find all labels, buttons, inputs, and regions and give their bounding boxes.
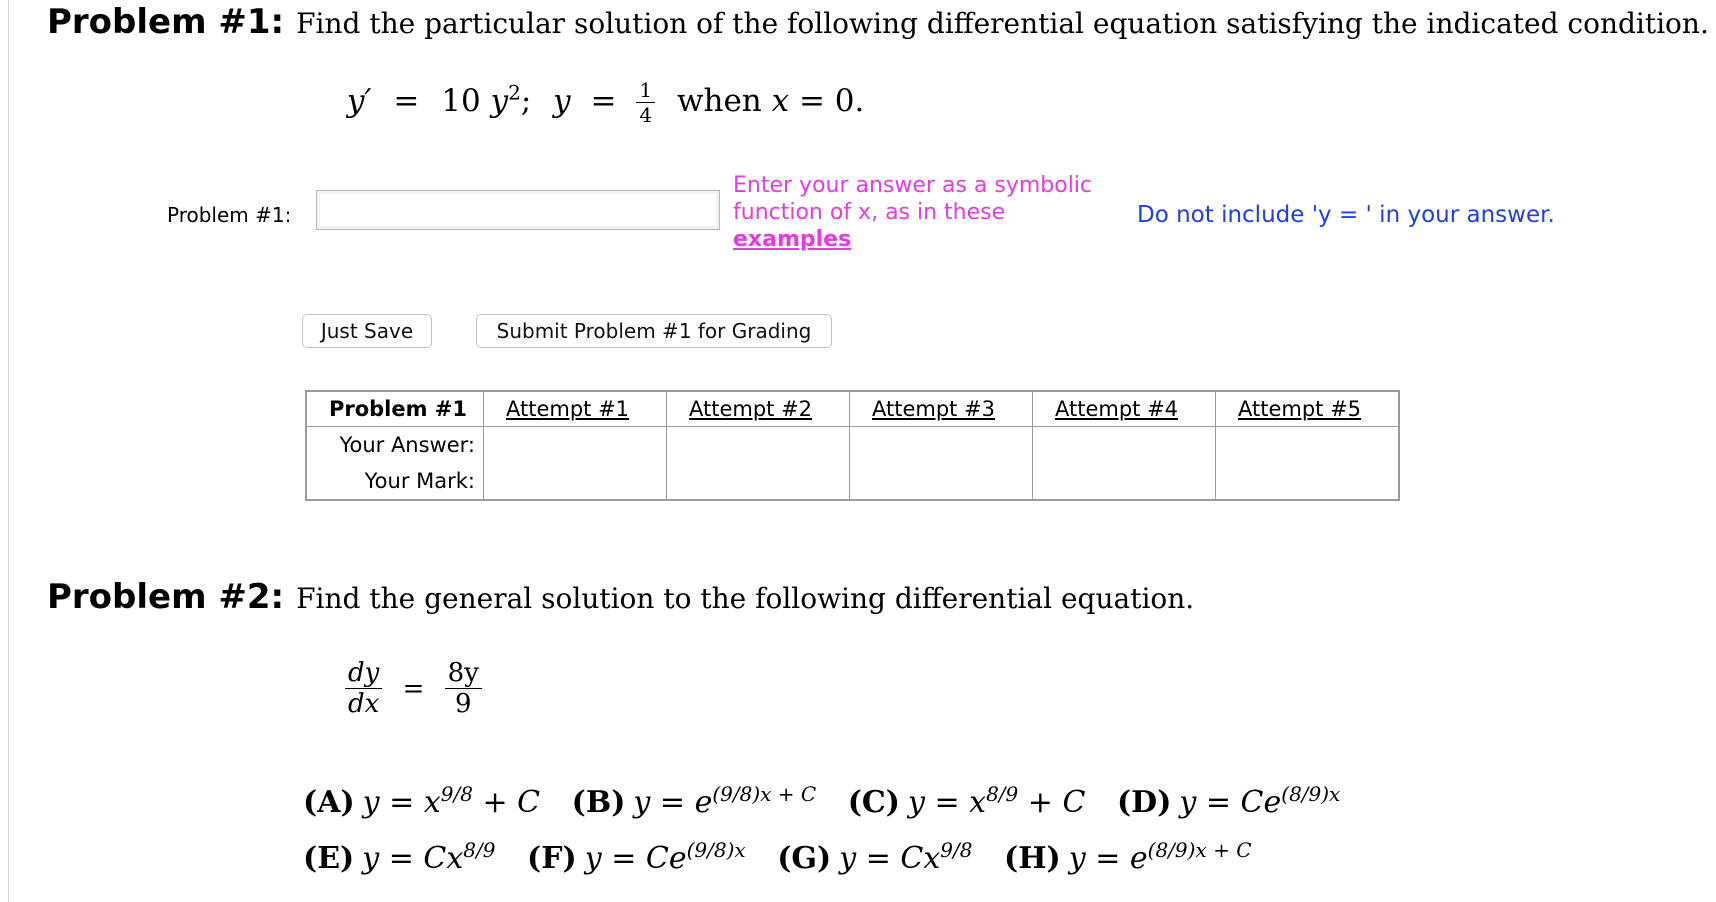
choice-label: (A) xyxy=(303,785,355,820)
frac-num: 8y xyxy=(445,660,482,689)
problem2-equation xyxy=(345,660,482,717)
choice-exponent: (9/8)x xyxy=(686,838,746,862)
page-left-border xyxy=(8,0,9,902)
frac-num: dy xyxy=(345,660,382,689)
submit-button[interactable]: Submit Problem #1 for Grading xyxy=(476,314,832,348)
cond-eq: = xyxy=(590,83,617,119)
choice-label: (D) xyxy=(1116,785,1172,820)
choices-line-2 xyxy=(303,838,1274,876)
problem1-equation xyxy=(347,80,864,125)
attempt-4-link[interactable]: Attempt #4 xyxy=(1055,397,1179,421)
answer-input[interactable] xyxy=(316,190,720,230)
dy-dx-fraction xyxy=(345,660,382,717)
table-row xyxy=(306,463,1399,500)
choice-expr: y = e xyxy=(1068,841,1148,876)
cond-when: when xyxy=(676,83,762,119)
choice-expr: y = x xyxy=(908,785,987,820)
attempt-1-header xyxy=(484,391,667,427)
frac-den: dx xyxy=(348,689,380,719)
examples-link[interactable]: examples xyxy=(733,227,852,252)
choice-g xyxy=(777,838,973,876)
cond-rest: = 0. xyxy=(789,83,865,119)
eq-lhs: y′ xyxy=(347,83,372,119)
choice-e xyxy=(303,838,496,876)
problem1-number: Problem #1: xyxy=(47,2,285,42)
eq-sign: = xyxy=(402,673,425,704)
frac-den: 4 xyxy=(639,103,653,127)
choice-label: (G) xyxy=(777,841,832,876)
mark-cell xyxy=(850,463,1033,500)
answer-hint xyxy=(733,172,1113,253)
choice-exponent: (9/8)x + C xyxy=(712,782,817,806)
mark-cell xyxy=(1033,463,1216,500)
mark-cell xyxy=(484,463,667,500)
choice-exponent: 8/9 xyxy=(986,782,1019,806)
eq-var: y xyxy=(490,83,509,119)
attempts-table xyxy=(305,390,1400,501)
cond-var: y xyxy=(553,83,571,119)
choice-a xyxy=(303,782,541,820)
choice-tail: + C xyxy=(472,785,541,820)
answer-cell xyxy=(1033,427,1216,464)
choice-expr: y = Cx xyxy=(839,841,941,876)
choice-exponent: 8/9 xyxy=(463,838,496,862)
eq-exp: 2 xyxy=(508,80,521,105)
choice-expr: y = e xyxy=(633,785,713,820)
problem2-statement: Find the general solution to the following differential equation. xyxy=(296,582,1195,615)
eq-semicolon: ; xyxy=(520,83,532,119)
choice-label: (E) xyxy=(303,841,355,876)
hint-text: Enter your answer as a symbolic function of x, as in these xyxy=(733,173,1093,225)
your-answer-label: Your Answer: xyxy=(306,427,484,464)
choices-line-1 xyxy=(303,782,1362,820)
choice-expr: y = x xyxy=(362,785,441,820)
problem2-number: Problem #2: xyxy=(47,577,285,617)
frac-num: 1 xyxy=(636,80,655,103)
attempt-3-link[interactable]: Attempt #3 xyxy=(872,397,996,421)
answer-label: Problem #1: xyxy=(167,203,292,227)
choice-label: (C) xyxy=(847,785,900,820)
choice-exponent: (8/9)x xyxy=(1281,782,1341,806)
table-corner: Problem #1 xyxy=(306,391,484,427)
choice-exponent: 9/8 xyxy=(440,782,473,806)
answer-cell xyxy=(850,427,1033,464)
choice-f xyxy=(527,838,746,876)
choice-expr: y = Ce xyxy=(584,841,687,876)
choice-expr: y = Ce xyxy=(1179,785,1282,820)
your-mark-label: Your Mark: xyxy=(306,463,484,500)
eq-coef: 10 xyxy=(441,83,481,119)
choice-b xyxy=(571,782,817,820)
table-row xyxy=(306,427,1399,464)
choice-c xyxy=(847,782,1086,820)
attempt-5-header xyxy=(1216,391,1400,427)
attempts-header-row xyxy=(306,391,1399,427)
choice-exponent: (8/9)x + C xyxy=(1147,838,1252,862)
attempt-3-header xyxy=(850,391,1033,427)
answer-cell xyxy=(484,427,667,464)
answer-cell xyxy=(1216,427,1400,464)
attempt-2-link[interactable]: Attempt #2 xyxy=(689,397,813,421)
choice-label: (B) xyxy=(571,785,626,820)
choice-tail: + C xyxy=(1018,785,1086,820)
attempt-1-link[interactable]: Attempt #1 xyxy=(506,397,630,421)
choice-label: (F) xyxy=(527,841,577,876)
mark-cell xyxy=(667,463,850,500)
rhs-fraction xyxy=(445,660,482,717)
answer-cell xyxy=(667,427,850,464)
frac-den: 9 xyxy=(455,689,472,719)
choice-exponent: 9/8 xyxy=(940,838,973,862)
choice-expr: y = Cx xyxy=(362,841,464,876)
choice-label: (H) xyxy=(1004,841,1061,876)
cond-fraction xyxy=(636,80,655,125)
just-save-button[interactable]: Just Save xyxy=(302,314,432,348)
eq-sign: = xyxy=(393,83,420,119)
problem2-heading xyxy=(47,577,1194,617)
attempt-5-link[interactable]: Attempt #5 xyxy=(1238,397,1362,421)
mark-cell xyxy=(1216,463,1400,500)
cond-x: x xyxy=(771,83,790,119)
choice-h xyxy=(1004,838,1252,876)
attempt-4-header xyxy=(1033,391,1216,427)
choice-d xyxy=(1116,782,1341,820)
attempt-2-header xyxy=(667,391,850,427)
format-note: Do not include 'y = ' in your answer. xyxy=(1137,202,1555,228)
problem1-statement: Find the particular solution of the following differential equation satisfying the indicated condition. xyxy=(296,7,1709,40)
problem1-heading xyxy=(47,2,1709,42)
